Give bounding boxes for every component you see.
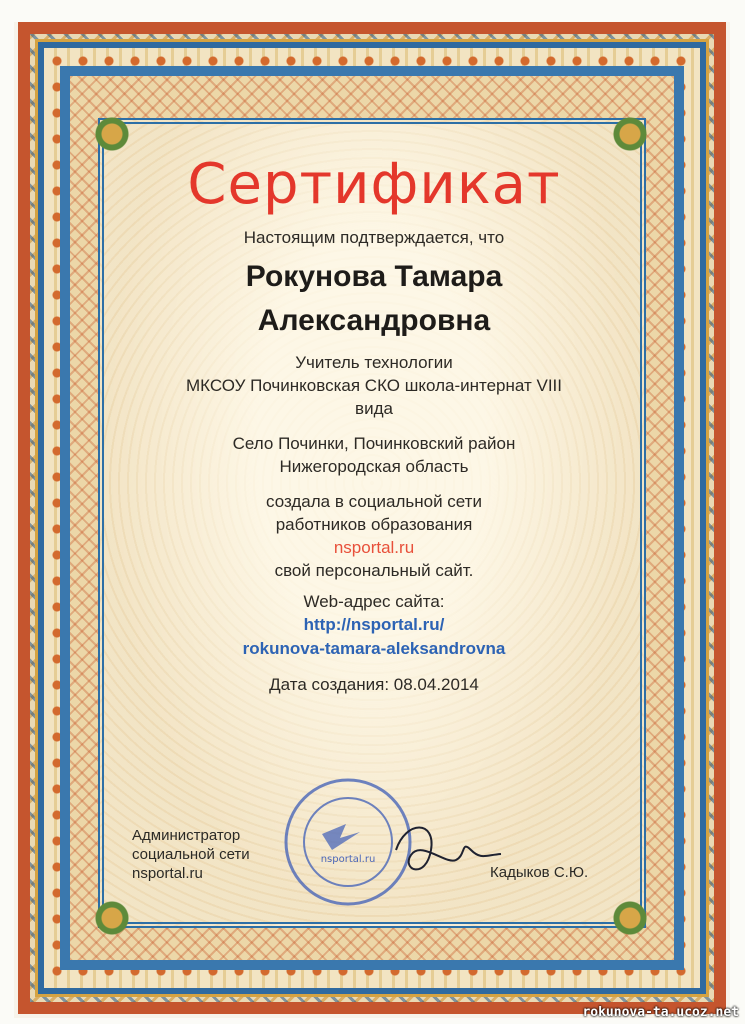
certificate-title: Сертификат [187,152,561,217]
corner-ornament-icon [608,896,652,940]
recipient-name-line2: Александровна [257,304,491,337]
created-line1: создала в социальной сети [266,492,482,511]
corner-ornament-icon [90,896,134,940]
network-name: nsportal.ru [333,538,415,557]
stamp-logo-icon [322,824,360,850]
created-line2: работников образования [275,515,473,534]
watermark-text: rokunova-ta.ucoz.net [582,1005,739,1020]
web-address-label: Web-адрес сайта: [303,592,445,611]
site-text: свой персональный сайт. [274,561,474,580]
position-text: Учитель технологии [295,353,453,372]
signature-scribble [386,810,506,890]
stamp-text: nsportal.ru [320,854,376,865]
signer-name: Кадыков С.Ю. [490,864,589,881]
admin-line3: nsportal.ru [132,865,203,882]
location-line2: Нижегородская область [279,457,469,476]
school-line2: вида [355,399,393,418]
location-line1: Село Починки, Починковский район [232,434,516,453]
site-url-line2[interactable]: rokunova-tamara-aleksandrovna [242,639,506,658]
creation-date: Дата создания: 08.04.2014 [269,675,479,694]
certificate-body [104,150,644,696]
recipient-name-line1: Рокунова Тамара [245,260,503,293]
school-line1: МКСОУ Починковская СКО школа-интернат VIII [185,376,562,395]
admin-line1: Администратор [132,827,241,844]
intro-text: Настоящим подтверждается, что [243,228,505,247]
site-url-line1[interactable]: http://nsportal.ru/ [303,615,445,634]
administrator-block [132,826,250,883]
admin-line2: социальной сети [132,846,250,863]
